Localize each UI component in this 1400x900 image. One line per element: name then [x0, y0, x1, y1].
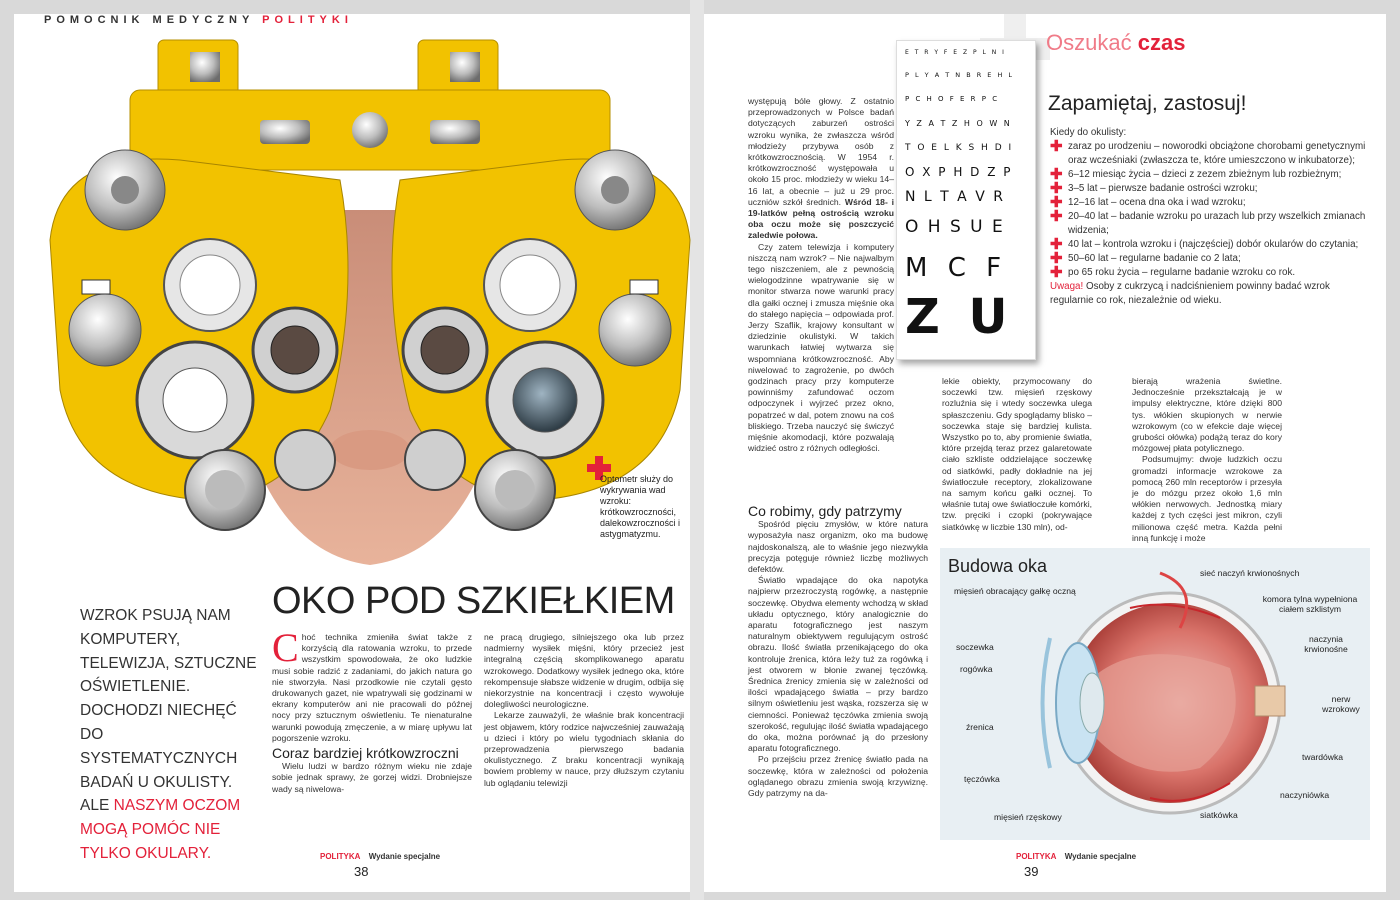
eye-chart-row: O H S U E — [905, 217, 1005, 237]
tip-text: po 65 roku życia – regularne badanie wzroku co rok. — [1068, 267, 1296, 278]
header-prefix: POMOCNIK MEDYCZNY — [44, 14, 255, 26]
page-number-left: 38 — [354, 864, 369, 879]
anatomy-label-soczewka: soczewka — [956, 642, 994, 652]
right-column-a-top — [748, 96, 894, 454]
left-subhead: Coraz bardziej krótkowzroczni — [272, 745, 459, 762]
lead-accent: NASZYM OCZOM MOGĄ POMÓC NIE TYLKO OKULARY. — [80, 797, 241, 862]
eye-chart-row: T O E L K S H D I — [905, 143, 1014, 153]
eye-chart-row: O X P H D Z P — [905, 165, 1013, 179]
plus-icon: ✚ — [1050, 166, 1063, 183]
right-colA-p1: występują bóle głowy. Z ostatnio przeprowadzonych w Polsce badań dotyczących zaburzeń ostrości wzroku wynika, że zwłaszcza wśród młodzieży przybywa osób z krótkowzrocznością. W 1954 r. krótkowzroczność występowała u około 15 proc. młodzieży w wieku 14–16 lat, a obecnie – już u 29 proc. uczniów szkół średnich. — [748, 96, 894, 207]
right-column-c — [1132, 376, 1282, 544]
left-col2-p1: ne pracą drugiego, silniejszego oka lub przez nadmierny wysiłek mięśni, który przecież jest integralną częścią skomplikowanego aparatu wzrokowego. Dodatkowy wysiłek jednego oka, które rekompensuje słabsze widzenie w drugim, odbija się niekorzystnie na koncentracji i często wywołuje dolegliwości neurologiczne. — [484, 632, 684, 710]
left-column-1 — [272, 625, 472, 795]
right-title-bold: czas — [1137, 30, 1186, 55]
eye-chart-card — [896, 40, 1036, 360]
plus-icon: ✚ — [1050, 194, 1063, 211]
tip-item — [1050, 238, 1372, 252]
plus-icon: ✚ — [1050, 138, 1063, 155]
tip-item — [1050, 210, 1372, 238]
eye-anatomy-figure — [940, 548, 1370, 840]
tips-warning-label: Uwaga! — [1050, 281, 1084, 292]
tip-text: 20–40 lat – badanie wzroku po urazach lub przy wszelkich zmianach widzenia; — [1068, 211, 1366, 236]
eye-chart-row: M C F — [905, 253, 1008, 283]
anatomy-label-komora: komora tylna wypełniona ciałem szklistym — [1262, 594, 1358, 614]
right-colC-p1: bierają wrażenia świetlne. Jednocześnie przekształcają je w impulsy elektryczne, które dzięki 800 tys. włókien skupionych w nerwie wzrokowym (co w efekcie daje więcej grubości ołówka) podążą teraz do kory mózgowej płata potylicznego. — [1132, 376, 1282, 454]
anatomy-label-miesien-obracajacy: mięsień obracający gałkę oczną — [954, 586, 1076, 596]
tip-item — [1050, 182, 1372, 196]
tip-text: zaraz po urodzeniu – noworodki obciążone chorobami genetycznymi oraz wcześniaki (zwłaszcza te, które umieszczono w inkubatorze); — [1068, 141, 1366, 166]
lead-text: WZROK PSUJĄ NAM KOMPUTERY, TELEWIZJA, SZTUCZNE OŚWIETLENIE. DOCHODZI NIECHĘĆ DO SYSTEMATYCZNYCH BADAŃ U OKULISTY. ALE — [80, 607, 257, 815]
tip-text: 40 lat – kontrola wzroku i (najczęściej) dobór okularów do czytania; — [1068, 239, 1359, 250]
plus-icon: ✚ — [1050, 180, 1063, 197]
right-section-title — [1046, 30, 1185, 56]
footer-left — [320, 852, 440, 861]
tip-text: 12–16 lat – ocena dna oka i wad wzroku; — [1068, 197, 1246, 208]
tips-title: Zapamiętaj, zastosuj! — [1048, 92, 1247, 115]
drop-cap: C — [272, 625, 299, 670]
eye-chart-row: Y Z A T Z H O W N — [905, 119, 1012, 128]
left-col1-p1: hoć technika zmieniła świat także z korzyścią dla ratowania wzroku, to przede wszystkim spowodowała, że oko ludzkie musi sobie radzić z zadaniami, do jakich natura go nie stworzyła. Nasi przodkowie nie czytali gęsto drukowanych gazet, nie wpatrywali się godzinami w ekrany komputerów ani nie pracowali do późnej nocy przy sztucznym oświetleniu. Te nienaturalne warunki powodują zmęczenie, a w miarę upływu lat pogorszenie wzroku. — [272, 632, 472, 743]
right-title-thin: Oszukać — [1046, 30, 1132, 55]
right-colA-p3: Spośród pięciu zmysłów, w które natura wyposażyła nasz organizm, oko ma budowę najdoskonalszą, ale to właśnie jego niezwykła precyzja potęguje również liczbę możliwych defektów. — [748, 519, 928, 575]
tip-text: 3–5 lat – pierwsze badanie ostrości wzroku; — [1068, 183, 1258, 194]
plus-icon: ✚ — [1050, 236, 1063, 253]
footer-right-label: Wydanie specjalne — [1064, 852, 1137, 861]
right-subhead: Co robimy, gdy patrzymy — [748, 503, 902, 519]
anatomy-title: Budowa oka — [948, 556, 1048, 576]
header-brand: POLITYKI — [262, 14, 353, 26]
plus-icon: ✚ — [1050, 264, 1063, 281]
tip-item — [1050, 168, 1372, 182]
tip-item — [1050, 140, 1372, 168]
tip-item — [1050, 196, 1372, 210]
tips-warning-text: Osoby z cukrzycą i nadciśnieniem powinny badać wzrok regularnie co rok, niezależnie od wieku. — [1050, 281, 1330, 306]
anatomy-label-twardowka: twardówka — [1302, 752, 1344, 762]
right-column-a-bottom — [748, 502, 928, 799]
photo-caption: Optometr służy do wykrywania wad wzroku: krótkowzroczności, dalekowzroczności i astygmatyzmu. — [600, 474, 681, 539]
tips-warning — [1050, 280, 1372, 308]
footer-left-brand: POLITYKA — [320, 852, 361, 861]
left-column-2 — [484, 632, 684, 789]
footer-right-brand: POLITYKA — [1016, 852, 1057, 861]
tip-item — [1050, 252, 1372, 266]
right-colA-bold: Wśród 18- i 19-latków pełną ostrością wzroku oba oczu może się poszczycić zaledwie połowa. — [748, 196, 894, 241]
anatomy-label-teczowka: tęczówka — [964, 774, 1000, 784]
left-col2-p2: Lekarze zauważyli, że właśnie brak koncentracji jest objawem, który rodzice najwcześniej zauważają u dzieci i który po wielu tygodniach skłania do przeprowadzenia pierwszego badania okulistycznego. Z braku koncentracji wynikają bowiem problemy w nauce, przy dłuższym czytaniu lub oglądaniu telewizji — [484, 710, 684, 788]
anatomy-label-rogowka: rogówka — [960, 664, 993, 674]
tips-intro: Kiedy do okulisty: — [1050, 127, 1127, 138]
right-colA-p2: Czy zatem telewizja i komputery niszczą nam wzrok? – Nie najwalbym tego niszczeniem, ale z pewnością wielogodzinne wpatrywanie się w monitor stwarza nowe warunki pracy dla gałki ocznej i zmusza mięśnie oka do stałego napięcia – odpowiada prof. Jerzy Szaflik, krajowy konsultant w dziedzinie okulistyki. W takich warunkach łatwiej wytwarza się wspomniana krótkowzroczność. Aby niwelować to zagrożenie, po dwóch godzinach pracy przy komputerze powinniśmy zafundować oczom odpoczynek i wyjrzeć przez okno, popatrzeć w dal, potem znowu na coś bliskiego. Trzeba nauczyć się świczyć mięśnie akomodacji, które pozwalają widzieć ostro z różnych odległości. — [748, 241, 894, 454]
eye-chart-row: E T R Y F E Z P L N I — [905, 49, 1006, 56]
anatomy-label-siatkowka: siatkówka — [1200, 810, 1238, 820]
anatomy-label-zrenica: źrenica — [966, 722, 994, 732]
page-number-right: 39 — [1024, 864, 1039, 879]
article-title: OKO POD SZKIEŁKIEM — [272, 580, 675, 622]
anatomy-label-naczyniowka: naczyniówka — [1280, 790, 1330, 800]
plus-icon: ✚ — [1050, 208, 1063, 225]
right-column-b — [942, 376, 1092, 533]
anatomy-label-nerw: nerw wzrokowy — [1322, 694, 1360, 714]
eye-chart-row: P L Y A T N B R E H L — [905, 71, 1015, 79]
lead-paragraph — [80, 604, 260, 866]
anatomy-label-naczynia: naczynia krwionośne — [1304, 634, 1348, 654]
page-header — [44, 14, 353, 26]
eye-chart-row: P C H O F E R P C — [905, 95, 1000, 103]
right-colA-p4: Światło wpadające do oka napotyka najpierw przezroczystą rogówkę, a następnie soczewkę. Obydwa elementy wchodzą w skład układu optycznego, który analogicznie do aparatu fotograficznego jest naszym naturalnym obiektywem regulującym ostrość obrazu. Ilość światła przenikającego do oka kontroluje źrenica, która leży tuż za rogówką i jest otworem w błonie zwanej tęczówką. Średnica źrenicy zmienia się w zależności od ilości wpadającego światła – przy bardzo silnym oświetleniu jest wąska, rozszerza się w ciemności. Ponieważ tęczówka zmienia swoją szerokość, regulując ilość światła wpadającego do oka, można porównać ją do przesłony aparatu fotograficznego. — [748, 575, 928, 754]
footer-left-label: Wydanie specjalne — [368, 852, 441, 861]
right-colA-p5: Po przejściu przez źrenicę światło pada na soczewkę, która w zależności od położenia oglądanego obrazu zmienia swoją krzywiznę. Gdy patrzymy na da- — [748, 754, 928, 799]
anatomy-label-miesien-rzeskowy: mięsień rzęskowy — [994, 812, 1062, 822]
right-colC-p2: Podsumujmy: dwoje ludzkich oczu gromadzi informacje wzrokowe za pomocą 260 mln receptorów i przesyła je do mózgu przez około 1,6 mln włókien nerwowych. Jednostką miary każdej z tych części jest mikron, czyli milionowa część metra. Każda pełni inną funkcję i może — [1132, 454, 1282, 543]
eye-chart-row: Z U — [905, 289, 1014, 345]
tip-item — [1050, 266, 1372, 280]
left-col1-p2: Wielu ludzi w bardzo różnym wieku nie zdaje sobie jednak sprawy, że gorzej widzi. Drobniejsze wady są niwelowa- — [272, 761, 472, 794]
tips-list — [1050, 126, 1372, 308]
anatomy-label-siec: sieć naczyń krwionośnych — [1200, 568, 1300, 578]
tip-text: 50–60 lat – regularne badanie co 2 lata; — [1068, 253, 1241, 264]
eye-chart-row: N L T A V R — [905, 189, 1005, 205]
tip-text: 6–12 miesiąc życia – dzieci z zezem zbieżnym lub rozbieżnym; — [1068, 169, 1342, 180]
right-colB-p1: lekie obiekty, przymocowany do soczewki tzw. mięsień rzęskowy rozluźnia się i wtedy soczewka ulega spłaszczeniu. Gdy spoglądamy blisko – soczewka staje się bardziej kulista. Wszystko po to, aby promienie światła, które przejdą teraz przez galaretowate ciało szkliste oddzielające soczewkę od siatkówki, padły dokładnie na jej światłoczułe receptory, zlokalizowane na samym końcu gałki ocznej. To właśnie tutaj owe światłoczułe komórki, tzw. pręciki i czopki (pokrywające siatkówkę w liczbie 130 mln), od- — [942, 376, 1092, 532]
eye-cross-section — [1030, 568, 1280, 828]
plus-icon: ✚ — [1050, 250, 1063, 267]
footer-right — [1016, 852, 1136, 861]
